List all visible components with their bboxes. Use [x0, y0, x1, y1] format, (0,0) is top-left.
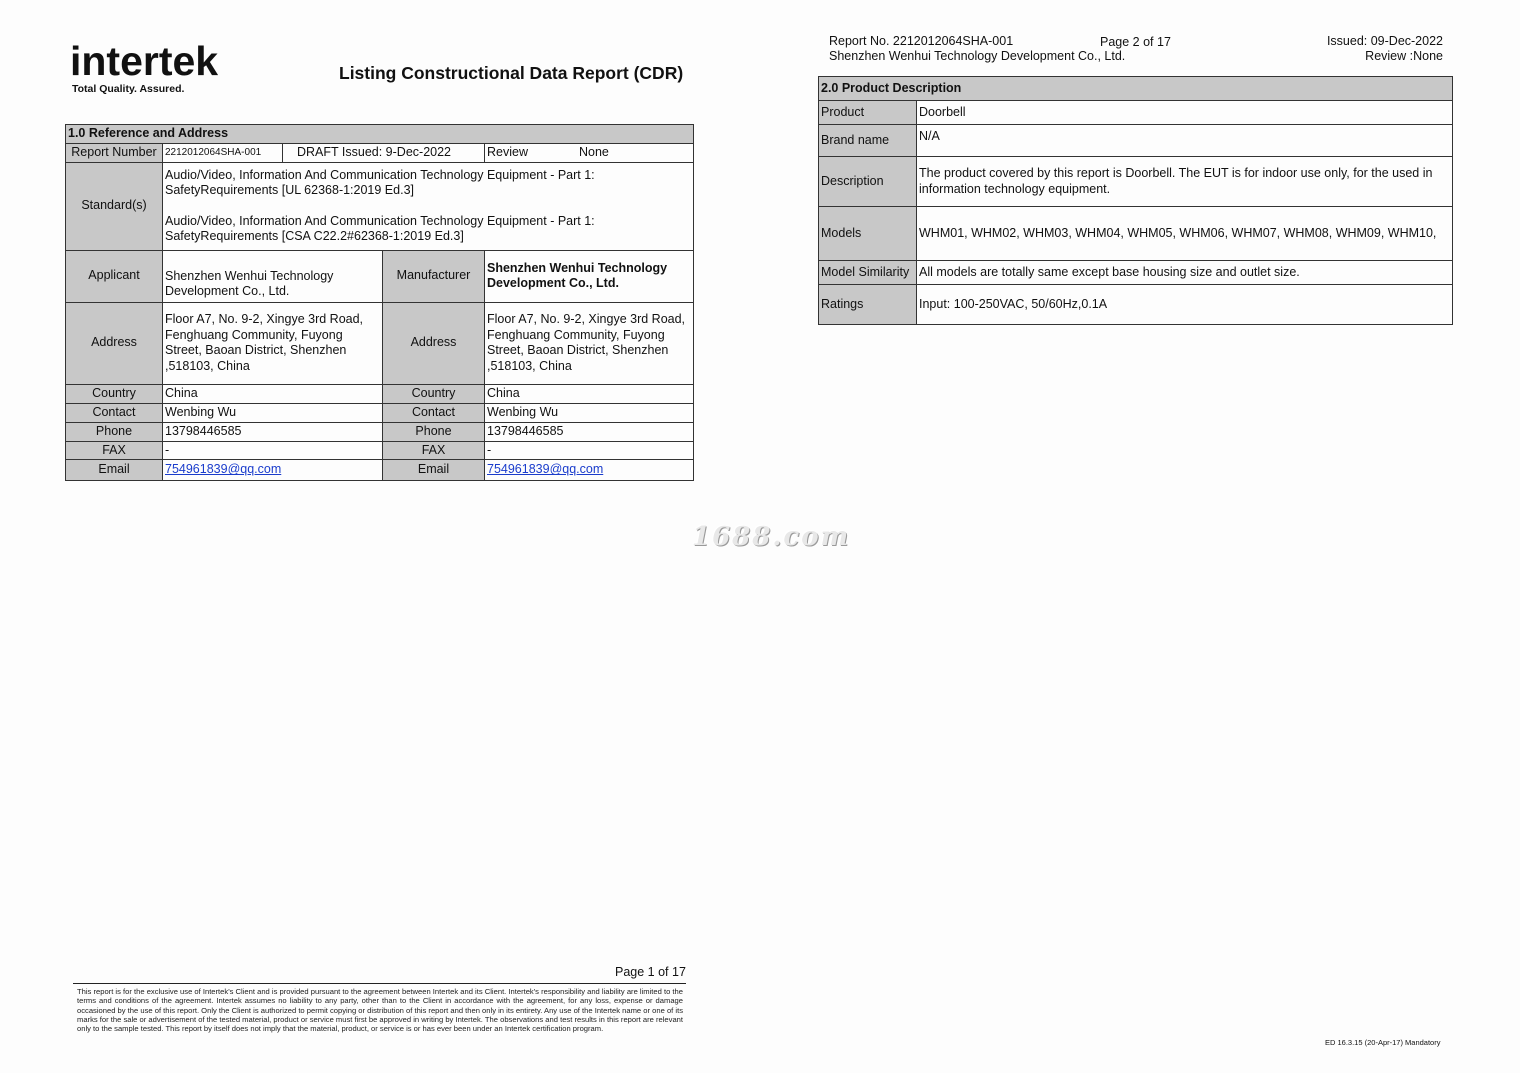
logo-wordmark: intertek — [70, 38, 219, 84]
applicant-country-label: Country — [66, 384, 163, 403]
intertek-logo — [70, 38, 218, 95]
manufacturer-label: Manufacturer — [383, 250, 485, 302]
brand-name-label: Brand name — [819, 125, 917, 157]
review-header: Review :None — [1365, 49, 1443, 63]
report-title: Listing Constructional Data Report (CDR) — [339, 63, 684, 83]
product-description-table — [818, 76, 1453, 325]
draft-issued: DRAFT Issued: 9-Dec-2022 — [283, 143, 485, 162]
product-value: Doorbell — [917, 101, 1453, 125]
applicant-name: Shenzhen Wenhui Technology Development Co., Ltd. — [163, 250, 383, 302]
watermark: 1688.com — [692, 522, 851, 552]
review-cell — [485, 143, 694, 162]
manufacturer-address-label: Address — [383, 302, 485, 384]
description-value: The product covered by this report is Doorbell. The EUT is for indoor use only, for the used in information technology equipment. — [917, 157, 1453, 207]
applicant-contact-label: Contact — [66, 403, 163, 422]
manufacturer-name: Shenzhen Wenhui Technology Development Co., Ltd. — [485, 250, 694, 302]
description-label: Description — [819, 157, 917, 207]
page-1-number: Page 1 of 17 — [615, 965, 686, 979]
applicant-label: Applicant — [66, 250, 163, 302]
report-number-label: Report Number — [66, 143, 163, 162]
applicant-email-cell — [163, 460, 383, 481]
manufacturer-country-label: Country — [383, 384, 485, 403]
manufacturer-fax: - — [485, 441, 694, 460]
applicant-phone: 13798446585 — [163, 422, 383, 441]
applicant-address-label: Address — [66, 302, 163, 384]
manufacturer-address: Floor A7, No. 9-2, Xingye 3rd Road, Fenghuang Community, Fuyong Street, Baoan District, Shenzhen ,518103, China — [485, 302, 694, 384]
applicant-fax: - — [163, 441, 383, 460]
model-similarity-value: All models are totally same except base housing size and outlet size. — [917, 261, 1453, 285]
standards-label: Standard(s) — [66, 162, 163, 250]
review-label: Review — [487, 144, 528, 159]
applicant-email-link[interactable]: 754961839@qq.com — [165, 462, 282, 477]
standard-2: Audio/Video, Information And Communication Technology Equipment - Part 1: SafetyRequirements [CSA C22.2#62368-1:2019 Ed.3] — [165, 213, 595, 243]
report-number-value: 2212012064SHA-001 — [163, 143, 283, 162]
manufacturer-phone-label: Phone — [383, 422, 485, 441]
applicant-email-label: Email — [66, 460, 163, 481]
manufacturer-contact: Wenbing Wu — [485, 403, 694, 422]
manufacturer-email-cell — [485, 460, 694, 481]
model-similarity-label: Model Similarity — [819, 261, 917, 285]
page-2 — [760, 0, 1520, 1073]
disclaimer-text: This report is for the exclusive use of Intertek's Client and is provided pursuant to the agreement between Intertek and its Client. Intertek's responsibility and liability are limited to the terms and conditions of the agreement. Intertek assumes no liability to any party, other than to the Client in accordance with the agreement, for any loss, expense or damage occasioned by the use of this report. Only the Client is authorized to permit copying or distribution of this report and then only in its entirety. Any use of the Intertek name or one of its marks for the sale or advertisement of the tested material, product or service must first be approved in writing by Intertek. The observations and test results in this report are relevant only to the sample tested. This report by itself does not imply that the material, product, or service is or has ever been under an Intertek certification program. — [77, 987, 683, 1034]
standard-1: Audio/Video, Information And Communication Technology Equipment - Part 1: SafetyRequirements [UL 62368-1:2019 Ed.3] — [165, 167, 595, 197]
section-title-product: 2.0 Product Description — [819, 77, 1453, 101]
company-header: Shenzhen Wenhui Technology Development Co., Ltd. — [829, 49, 1126, 63]
manufacturer-contact-label: Contact — [383, 403, 485, 422]
applicant-phone-label: Phone — [66, 422, 163, 441]
footer-rule — [73, 983, 686, 984]
manufacturer-country: China — [485, 384, 694, 403]
product-label: Product — [819, 101, 917, 125]
ratings-label: Ratings — [819, 285, 917, 325]
ratings-value: Input: 100-250VAC, 50/60Hz,0.1A — [917, 285, 1453, 325]
applicant-contact: Wenbing Wu — [163, 403, 383, 422]
manufacturer-email-link[interactable]: 754961839@qq.com — [487, 462, 604, 477]
report-no-header: Report No. 2212012064SHA-001 — [829, 34, 1014, 48]
manufacturer-phone: 13798446585 — [485, 422, 694, 441]
brand-name-value: N/A — [917, 125, 1453, 157]
reference-address-table — [65, 124, 694, 481]
manufacturer-email-label: Email — [383, 460, 485, 481]
form-code: ED 16.3.15 (20-Apr-17) Mandatory — [1325, 1038, 1441, 1047]
models-value: WHM01, WHM02, WHM03, WHM04, WHM05, WHM06, WHM07, WHM08, WHM09, WHM10, — [917, 207, 1453, 261]
models-label: Models — [819, 207, 917, 261]
applicant-fax-label: FAX — [66, 441, 163, 460]
issued-date: Issued: 09-Dec-2022 — [1326, 34, 1443, 48]
manufacturer-fax-label: FAX — [383, 441, 485, 460]
applicant-country: China — [163, 384, 383, 403]
logo-tagline: Total Quality. Assured. — [72, 83, 185, 95]
section-title-reference: 1.0 Reference and Address — [66, 125, 694, 144]
standards-value — [163, 162, 694, 250]
applicant-address: Floor A7, No. 9-2, Xingye 3rd Road, Fenghuang Community, Fuyong Street, Baoan District, Shenzhen ,518103, China — [163, 302, 383, 384]
page-2-number: Page 2 of 17 — [1100, 35, 1171, 49]
review-value: None — [579, 144, 609, 159]
